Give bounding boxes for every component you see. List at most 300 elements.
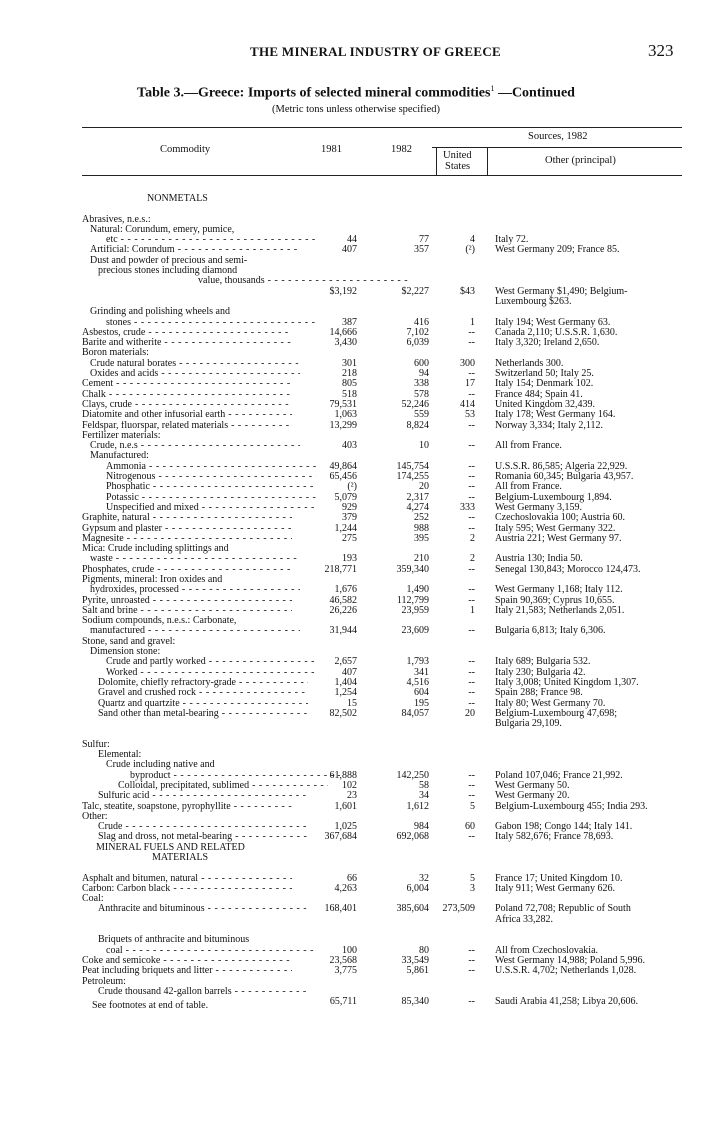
commodity-cell: Peat including briquets and litter - - -	[82, 966, 292, 976]
header-top-rule	[82, 127, 682, 128]
other-sources-cell: Italy 595; West Germany 322.	[495, 522, 616, 534]
other-sources-cell: France 484; Spain 41.	[495, 388, 583, 400]
us-source-cell: --	[468, 563, 475, 575]
other-sources-cell: Gabon 198; Congo 144; Italy 141.	[495, 821, 633, 833]
commodity-cell: etc - - -	[82, 235, 316, 245]
commodity-cell: Asbestos, crude - - -	[82, 328, 292, 338]
value-1982-cell: 32	[419, 872, 429, 884]
table-row	[0, 709, 712, 719]
other-sources-cell: Belgium-Luxembourg 1,894.	[495, 491, 612, 503]
commodity-cell: Pyrite, unroasted - - -	[82, 596, 292, 606]
commodity-cell: Petroleum:	[82, 976, 126, 987]
value-1982-cell: 33,549	[401, 954, 429, 966]
commodity-cell: Manufactured:	[90, 451, 149, 462]
value-1981-cell: 301	[342, 357, 357, 369]
value-1982-cell: 559	[414, 409, 429, 421]
us-source-cell: --	[468, 831, 475, 843]
table-row	[0, 256, 712, 266]
value-1981-cell: 65,456	[329, 471, 357, 483]
value-1982-cell: 984	[414, 821, 429, 833]
commodity-cell: Anthracite and bituminous - - -	[82, 904, 308, 914]
us-source-cell: 3	[470, 882, 475, 894]
table-subtitle: (Metric tons unless otherwise specified)	[272, 104, 440, 115]
table-row	[0, 853, 712, 863]
commodity-cell: Quartz and quartzite - - -	[82, 699, 308, 709]
commodity-cell: Crude thousand 42-gallon barrels - - -	[82, 987, 308, 997]
value-1981-cell: 805	[342, 378, 357, 390]
table-row	[0, 421, 712, 431]
us-source-cell: --	[468, 471, 475, 483]
value-1981-cell: 31,944	[329, 625, 357, 637]
commodity-cell: Crude and partly worked - - -	[82, 657, 316, 667]
other-column-divider	[487, 147, 488, 175]
commodity-cell: Oxides and acids - - -	[82, 369, 300, 379]
other-sources-cell: Romania 60,345; Bulgaria 43,957.	[495, 471, 634, 483]
value-1981-cell: 379	[342, 512, 357, 524]
commodity-cell: Elemental:	[98, 750, 142, 761]
commodity-cell: Boron materials:	[82, 348, 149, 359]
header-1981: 1981	[321, 144, 342, 155]
value-1982-cell: 1,490	[406, 584, 429, 596]
table-row	[0, 215, 712, 225]
us-source-cell: 5	[470, 800, 475, 812]
other-sources-cell: Canada 2,110; U.S.S.R. 1,630.	[495, 326, 618, 338]
other-sources-cell: Italy 689; Bulgaria 532.	[495, 656, 591, 668]
commodity-cell: Sand other than metal-bearing - - -	[82, 709, 308, 719]
table-footnote: See footnotes at end of table.	[92, 1000, 209, 1011]
commodity-cell: Talc, steatite, soapstone, pyrophyllite - - -	[82, 802, 292, 812]
other-sources-cell: West Germany 209; France 85.	[495, 244, 620, 256]
running-title: THE MINERAL INDUSTRY OF GREECE	[250, 44, 502, 59]
value-1982-cell: 1,612	[406, 800, 429, 812]
value-1982-cell: 20	[419, 481, 429, 493]
table-row	[0, 194, 712, 204]
value-1981-cell: 407	[342, 666, 357, 678]
header-us-line2: States	[445, 161, 471, 172]
value-1981-cell: 407	[342, 244, 357, 256]
value-1981-cell: 44	[347, 234, 357, 246]
other-sources-cell: Italy 194; West Germany 63.	[495, 316, 611, 328]
commodity-cell: Ammonia - - -	[82, 462, 316, 472]
value-1981-cell: 5,079	[334, 491, 357, 503]
table-row	[0, 966, 712, 976]
commodity-cell: precious stones including diamond	[98, 266, 238, 277]
other-sources-cell: Luxembourg $263.	[495, 295, 572, 307]
us-source-cell: --	[468, 790, 475, 802]
table-row	[0, 729, 712, 739]
table-row	[0, 925, 712, 935]
value-1982-cell: $2,227	[401, 285, 429, 297]
commodity-cell: Briquets of anthracite and bituminous	[98, 935, 250, 946]
commodity-cell: Dolomite, chiefly refractory-grade - - -	[82, 678, 308, 688]
value-1982-cell: 385,604	[396, 903, 429, 915]
value-1982-cell: 578	[414, 388, 429, 400]
commodity-cell: Other:	[82, 811, 108, 822]
commodity-cell: Natural: Corundum, emery, pumice,	[90, 224, 235, 235]
commodity-cell: Cement - - -	[82, 379, 292, 389]
table-row	[0, 297, 712, 307]
us-source-cell: --	[468, 368, 475, 380]
other-sources-cell: Bulgaria 6,813; Italy 6,306.	[495, 625, 606, 637]
commodity-cell: Coke and semicoke - - -	[82, 956, 292, 966]
other-sources-cell: U.S.S.R. 86,585; Algeria 22,929.	[495, 460, 628, 472]
value-1981-cell: 79,531	[329, 398, 357, 410]
table-title-suffix: —Continued	[494, 85, 575, 101]
value-1982-cell: 395	[414, 532, 429, 544]
other-sources-cell: Italy 178; West Germany 164.	[495, 409, 616, 421]
value-1982-cell: 210	[414, 553, 429, 565]
commodity-cell: Crude - - -	[82, 822, 308, 832]
us-source-cell: 60	[465, 821, 475, 833]
commodity-cell: Gypsum and plaster - - -	[82, 524, 292, 534]
table-title	[0, 84, 712, 102]
value-1981-cell: 23	[347, 790, 357, 802]
value-1982-cell: 112,799	[396, 594, 429, 606]
other-sources-cell: West Germany 50.	[495, 779, 570, 791]
value-1981-cell: 102	[342, 779, 357, 791]
table-row	[0, 441, 712, 451]
us-source-cell: 20	[465, 707, 475, 719]
commodity-cell: Clays, crude - - -	[82, 400, 292, 410]
other-sources-cell: Norway 3,334; Italy 2,112.	[495, 419, 603, 431]
value-1982-cell: 84,057	[401, 707, 429, 719]
table-row	[0, 410, 712, 420]
value-1981-cell: 1,063	[334, 409, 357, 421]
us-source-cell: --	[468, 965, 475, 977]
value-1982-cell: 80	[419, 944, 429, 956]
us-source-cell: --	[468, 779, 475, 791]
header-other: Other (principal)	[545, 155, 616, 166]
table-row	[0, 513, 712, 523]
us-source-cell: 5	[470, 872, 475, 884]
value-1981-cell: 15	[347, 697, 357, 709]
value-1981-cell: 82,502	[329, 707, 357, 719]
commodity-cell: Feldspar, fluorspar, related materials - - -	[82, 421, 292, 431]
other-sources-cell: United Kingdom 32,439.	[495, 398, 595, 410]
value-1982-cell: 23,959	[401, 604, 429, 616]
other-sources-cell: Bulgaria 29,109.	[495, 718, 562, 730]
commodity-cell: Phosphates, crude - - -	[82, 565, 292, 575]
us-source-cell: 17	[465, 378, 475, 390]
commodity-cell: Fertilizer materials:	[82, 430, 161, 441]
value-1982-cell: 10	[419, 440, 429, 452]
us-source-cell: --	[468, 326, 475, 338]
page-number: 323	[648, 41, 674, 60]
table-row	[0, 565, 712, 575]
value-1982-cell: 600	[414, 357, 429, 369]
us-source-cell: 1	[470, 316, 475, 328]
value-1982-cell: 5,861	[406, 965, 429, 977]
commodity-cell: byproduct - - -	[82, 771, 340, 781]
commodity-cell: Pigments, mineral: Iron oxides and	[82, 574, 223, 585]
other-sources-cell: Italy 3,008; United Kingdom 1,307.	[495, 676, 639, 688]
us-source-cell: --	[468, 656, 475, 668]
table-row	[0, 843, 712, 853]
other-sources-cell: All from France.	[495, 440, 562, 452]
us-source-cell: 2	[470, 553, 475, 565]
commodity-cell: Slag and dross, not metal-bearing - - -	[82, 832, 308, 842]
other-sources-cell: West Germany 1,168; Italy 112.	[495, 584, 623, 596]
other-sources-cell: All from Czechoslovakia.	[495, 944, 599, 956]
header-sources: Sources, 1982	[528, 131, 588, 142]
value-1982-cell: 34	[419, 790, 429, 802]
value-1982-cell: 338	[414, 378, 429, 390]
value-1981-cell: 1,676	[334, 584, 357, 596]
value-1982-cell: 85,340	[401, 996, 429, 1008]
value-1982-cell: 58	[419, 779, 429, 791]
table-row	[0, 266, 712, 276]
commodity-cell: Sodium compounds, n.e.s.: Carbonate,	[82, 616, 237, 627]
us-source-cell: --	[468, 697, 475, 709]
value-1981-cell: 66	[347, 872, 357, 884]
other-sources-cell: Italy 80; West Germany 70.	[495, 697, 606, 709]
table-row	[0, 915, 712, 925]
value-1981-cell: 929	[342, 501, 357, 513]
header-us-line1: United	[443, 150, 472, 161]
commodity-cell: Abrasives, n.e.s.:	[82, 214, 151, 225]
value-1981-cell: 23,568	[329, 954, 357, 966]
commodity-cell: Crude natural borates - - -	[82, 359, 300, 369]
commodity-cell: Sulfur:	[82, 739, 110, 750]
value-1981-cell: 403	[342, 440, 357, 452]
other-sources-cell: Italy 3,320; Ireland 2,650.	[495, 337, 600, 349]
value-1981-cell: 193	[342, 553, 357, 565]
header-bottom-rule	[82, 175, 682, 176]
us-source-cell: --	[468, 687, 475, 699]
value-1982-cell: 604	[414, 687, 429, 699]
commodity-cell: Asphalt and bitumen, natural - - -	[82, 874, 292, 884]
commodity-cell: Coal:	[82, 894, 104, 905]
commodity-cell: Carbon: Carbon black - - -	[82, 884, 292, 894]
us-column-divider	[436, 147, 437, 175]
value-1982-cell: 1,793	[406, 656, 429, 668]
value-1982-cell: 4,516	[406, 676, 429, 688]
value-1982-cell: 4,274	[406, 501, 429, 513]
other-sources-cell: Africa 33,282.	[495, 913, 554, 925]
commodity-cell: Unspecified and mixed - - -	[82, 503, 316, 513]
value-1981-cell: 1,025	[334, 821, 357, 833]
commodity-cell: Diatomite and other infusorial earth - - -	[82, 410, 292, 420]
value-1981-cell: 1,404	[334, 676, 357, 688]
value-1981-cell: 518	[342, 388, 357, 400]
value-1982-cell: 341	[414, 666, 429, 678]
table-row	[0, 606, 712, 616]
commodity-cell: coal - - -	[82, 946, 316, 956]
commodity-cell: Sulfuric acid - - -	[82, 791, 308, 801]
table-row	[0, 534, 712, 544]
commodity-cell: Gravel and crushed rock - - -	[82, 688, 308, 698]
commodity-cell: Magnesite - - -	[82, 534, 292, 544]
value-1982-cell: 252	[414, 512, 429, 524]
table-row	[0, 637, 712, 647]
commodity-cell: manufactured - - -	[82, 626, 300, 636]
value-1981-cell: 2,657	[334, 656, 357, 668]
commodity-cell: Stone, sand and gravel:	[82, 636, 176, 647]
other-sources-cell: Switzerland 50; Italy 25.	[495, 368, 594, 380]
value-1982-cell: 8,824	[406, 419, 429, 431]
other-sources-cell: Spain 90,369; Cyprus 10,655.	[495, 594, 615, 606]
us-source-cell: --	[468, 337, 475, 349]
table-row	[0, 802, 712, 812]
value-1982-cell: 357	[414, 244, 429, 256]
value-1981-cell: 65,711	[329, 996, 357, 1008]
commodity-cell: Dust and powder of precious and semi-	[90, 255, 248, 266]
table-row	[0, 832, 712, 842]
value-1981-cell: 168,401	[324, 903, 357, 915]
commodity-cell: stones - - -	[82, 318, 316, 328]
commodity-cell: MATERIALS	[152, 853, 209, 863]
value-1981-cell: 3,775	[334, 965, 357, 977]
running-head	[0, 41, 712, 64]
other-sources-cell: Saudi Arabia 41,258; Libya 20,606.	[495, 996, 639, 1008]
other-sources-cell: Czechoslovakia 100; Austria 60.	[495, 512, 625, 524]
us-source-cell: --	[468, 584, 475, 596]
other-sources-cell: U.S.S.R. 4,702; Netherlands 1,028.	[495, 965, 637, 977]
commodity-cell: hydroxides, processed - - -	[82, 585, 300, 595]
value-1981-cell: 100	[342, 944, 357, 956]
commodity-cell: Artificial: Corundum - - -	[82, 245, 300, 255]
us-source-cell: 2	[470, 532, 475, 544]
header-commodity: Commodity	[160, 144, 211, 155]
us-source-cell: 1	[470, 604, 475, 616]
value-1982-cell: 145,754	[396, 460, 429, 472]
header-1982: 1982	[391, 144, 412, 155]
other-sources-cell: West Germany 3,159.	[495, 501, 582, 513]
us-source-cell: 273,509	[442, 903, 475, 915]
value-1981-cell: 387	[342, 316, 357, 328]
table-row	[0, 719, 712, 729]
other-sources-cell: Senegal 130,843; Morocco 124,473.	[495, 563, 641, 575]
value-1981-cell: 61,888	[329, 769, 357, 781]
other-sources-cell: Italy 911; West Germany 626.	[495, 882, 616, 894]
value-1981-cell: 1,244	[334, 522, 357, 534]
us-source-cell: 333	[460, 501, 475, 513]
value-1981-cell: 275	[342, 532, 357, 544]
other-sources-cell: Austria 221; West Germany 97.	[495, 532, 622, 544]
other-sources-cell: Italy 72.	[495, 234, 529, 246]
value-1981-cell: 1,254	[334, 687, 357, 699]
other-sources-cell: Italy 21,583; Netherlands 2,051.	[495, 604, 625, 616]
value-1981-cell: $3,192	[329, 285, 357, 297]
commodity-cell: Worked - - -	[82, 668, 316, 678]
value-1982-cell: 77	[419, 234, 429, 246]
commodity-cell: waste - - -	[82, 554, 300, 564]
value-1981-cell: 218	[342, 368, 357, 380]
table-row	[0, 904, 712, 914]
other-sources-cell: Netherlands 300.	[495, 357, 564, 369]
commodity-cell: Salt and brine - - -	[82, 606, 292, 616]
us-source-cell: $43	[460, 285, 475, 297]
table-title-text: Table 3.—Greece: Imports of selected mineral commodities	[137, 85, 491, 101]
us-source-cell: --	[468, 522, 475, 534]
value-1982-cell: 988	[414, 522, 429, 534]
value-1982-cell: 359,340	[396, 563, 429, 575]
commodity-cell: Nitrogenous - - -	[82, 472, 316, 482]
value-1981-cell: 218,771	[324, 563, 357, 575]
value-1982-cell: 195	[414, 697, 429, 709]
us-source-cell: --	[468, 954, 475, 966]
value-1982-cell: 23,609	[401, 625, 429, 637]
value-1981-cell: 14,666	[329, 326, 357, 338]
value-1982-cell: 6,004	[406, 882, 429, 894]
us-source-cell: --	[468, 460, 475, 472]
table-row	[0, 626, 712, 636]
other-sources-cell: Austria 130; India 50.	[495, 553, 583, 565]
other-sources-cell: Italy 582,676; France 78,693.	[495, 831, 614, 843]
table-row	[0, 740, 712, 750]
us-source-cell: 53	[465, 409, 475, 421]
value-1982-cell: 2,317	[406, 491, 429, 503]
commodity-cell: MINERAL FUELS AND RELATED	[96, 842, 245, 853]
table-row	[0, 750, 712, 760]
commodity-cell: Crude, n.e.s - - -	[82, 441, 300, 451]
us-source-cell: --	[468, 769, 475, 781]
us-source-cell: --	[468, 676, 475, 688]
value-1982-cell: 94	[419, 368, 429, 380]
us-source-cell: 414	[460, 398, 475, 410]
us-source-cell: --	[468, 419, 475, 431]
other-sources-cell: All from France.	[495, 481, 562, 493]
us-source-cell: --	[468, 440, 475, 452]
us-source-cell: --	[468, 996, 475, 1008]
commodity-cell: Potassic - - -	[82, 493, 316, 503]
table-row	[0, 791, 712, 801]
other-sources-cell: Poland 107,046; France 21,992.	[495, 769, 623, 781]
us-source-cell: --	[468, 512, 475, 524]
value-1981-cell: 4,263	[334, 882, 357, 894]
value-1981-cell: (²)	[347, 481, 357, 493]
commodity-cell: value, thousands - - -	[82, 276, 408, 286]
value-1981-cell: 26,226	[329, 604, 357, 616]
table-row	[0, 245, 712, 255]
commodity-cell: Graphite, natural - - -	[82, 513, 292, 523]
commodity-cell: Mica: Crude including splittings and	[82, 544, 229, 555]
table-title-footnote-mark: 1	[490, 84, 495, 93]
other-sources-cell: France 17; United Kingdom 10.	[495, 872, 623, 884]
commodity-cell: Crude including native and	[106, 760, 215, 771]
other-sources-cell: West Germany 14,988; Poland 5,996.	[495, 954, 646, 966]
other-sources-cell: Belgium-Luxembourg 47,698;	[495, 707, 618, 719]
table-row	[0, 287, 712, 297]
value-1981-cell: 367,684	[324, 831, 357, 843]
other-sources-cell: Italy 154; Denmark 102.	[495, 378, 594, 390]
commodity-cell: Phosphatic - - -	[82, 482, 316, 492]
us-source-cell: --	[468, 481, 475, 493]
value-1981-cell: 1,601	[334, 800, 357, 812]
table-body	[0, 194, 712, 1007]
commodity-cell: Dimension stone:	[90, 647, 161, 658]
us-source-cell: 4	[470, 234, 475, 246]
sources-underline	[432, 147, 682, 148]
value-1981-cell: 49,864	[329, 460, 357, 472]
value-1981-cell: 46,582	[329, 594, 357, 606]
commodity-cell: NONMETALS	[147, 194, 208, 204]
us-source-cell: --	[468, 625, 475, 637]
us-source-cell: --	[468, 491, 475, 503]
table-row	[0, 884, 712, 894]
value-1981-cell: 13,299	[329, 419, 357, 431]
us-source-cell: 300	[460, 357, 475, 369]
other-sources-cell: Italy 230; Bulgaria 42.	[495, 666, 586, 678]
value-1982-cell: 174,255	[396, 471, 429, 483]
value-1982-cell: 7,102	[406, 326, 429, 338]
other-sources-cell: West Germany $1,490; Belgium-	[495, 285, 628, 297]
commodity-cell: Colloidal, precipitated, sublimed - - -	[82, 781, 328, 791]
value-1982-cell: 52,246	[401, 398, 429, 410]
table-row	[0, 338, 712, 348]
us-source-cell: (²)	[465, 244, 475, 256]
us-source-cell: --	[468, 666, 475, 678]
